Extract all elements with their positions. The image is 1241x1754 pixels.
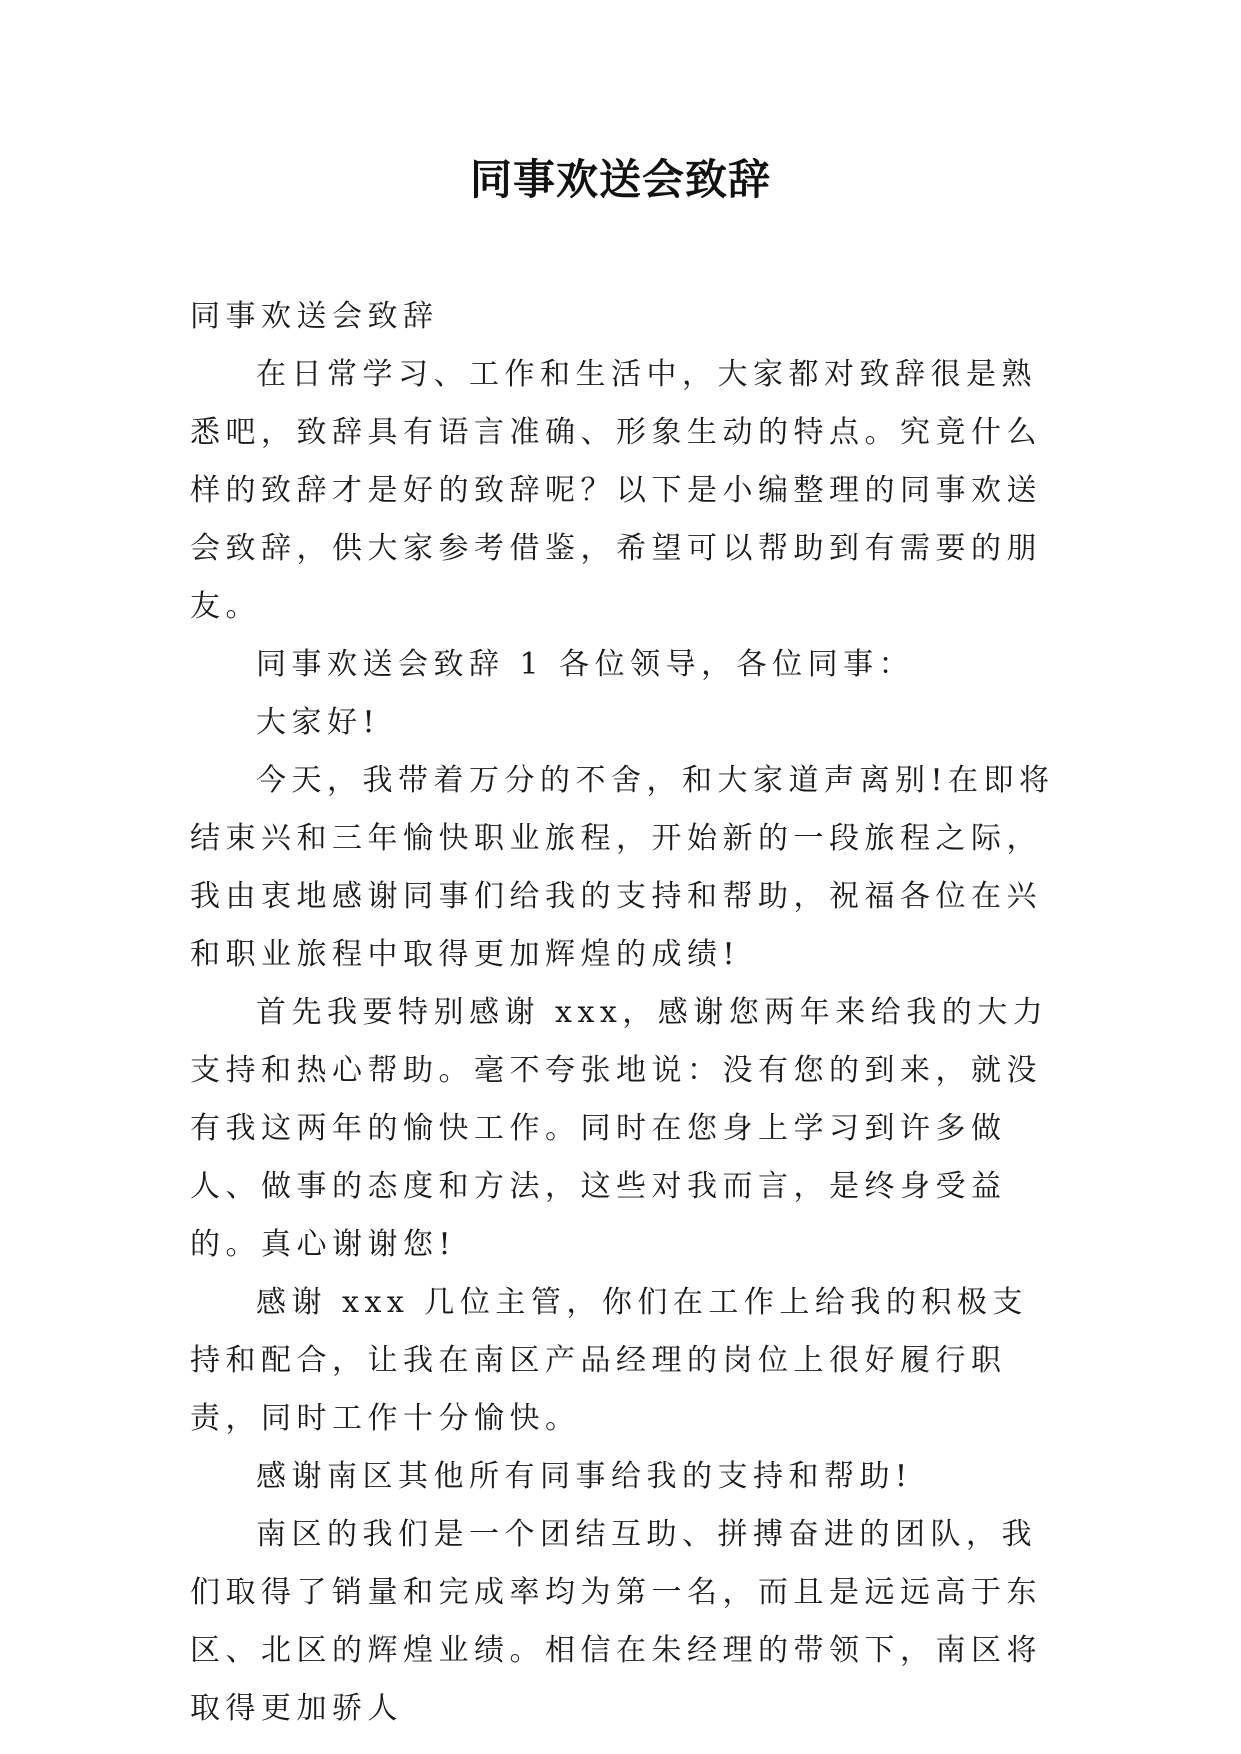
document-title: 同事欢送会致辞 xyxy=(469,155,771,204)
document-body xyxy=(190,288,1058,1738)
paragraph-greeting: 大家好! xyxy=(256,705,381,740)
paragraph-salutation: 同事欢送会致辞 1 各位领导，各位同事： xyxy=(256,647,915,682)
paragraph-farewell: 今天，我带着万分的不舍，和大家道声离别!在即将结束兴和三年愉快职业旅程，开始新的一段旅程之际，我由衷地感谢同事们给我的支持和帮助，祝福各位在兴和职业旅程中取得更加辉煌的成绩! xyxy=(190,763,1055,972)
paragraph-intro: 在日常学习、工作和生活中，大家都对致辞很是熟悉吧，致辞具有语言准确、形象生动的特点。究竟什么样的致辞才是好的致辞呢？以下是小编整理的同事欢送会致辞，供大家参考借鉴，希望可以帮助到有需要的朋友。 xyxy=(190,357,1042,624)
paragraph-team: 南区的我们是一个团结互助、拼搏奋进的团队，我们取得了销量和完成率均为第一名，而且是远远高于东区、北区的辉煌业绩。相信在朱经理的带领下，南区将取得更加骄人 xyxy=(190,1517,1042,1726)
paragraph-thanks-managers: 感谢 xxx 几位主管，你们在工作上给我的积极支持和配合，让我在南区产品经理的岗位上很好履行职责，同时工作十分愉快。 xyxy=(190,1285,1028,1436)
paragraph-thanks-leader: 首先我要特别感谢 xxx，感谢您两年来给我的大力支持和热心帮助。毫不夸张地说：没有您的到来，就没有我这两年的愉快工作。同时在您身上学习到许多做人、做事的态度和方法，这些对我而言，是终身受益的。真心谢谢您! xyxy=(190,995,1049,1262)
paragraph-heading: 同事欢送会致辞 xyxy=(190,299,439,334)
paragraph-thanks-colleagues: 感谢南区其他所有同事给我的支持和帮助! xyxy=(256,1459,913,1494)
